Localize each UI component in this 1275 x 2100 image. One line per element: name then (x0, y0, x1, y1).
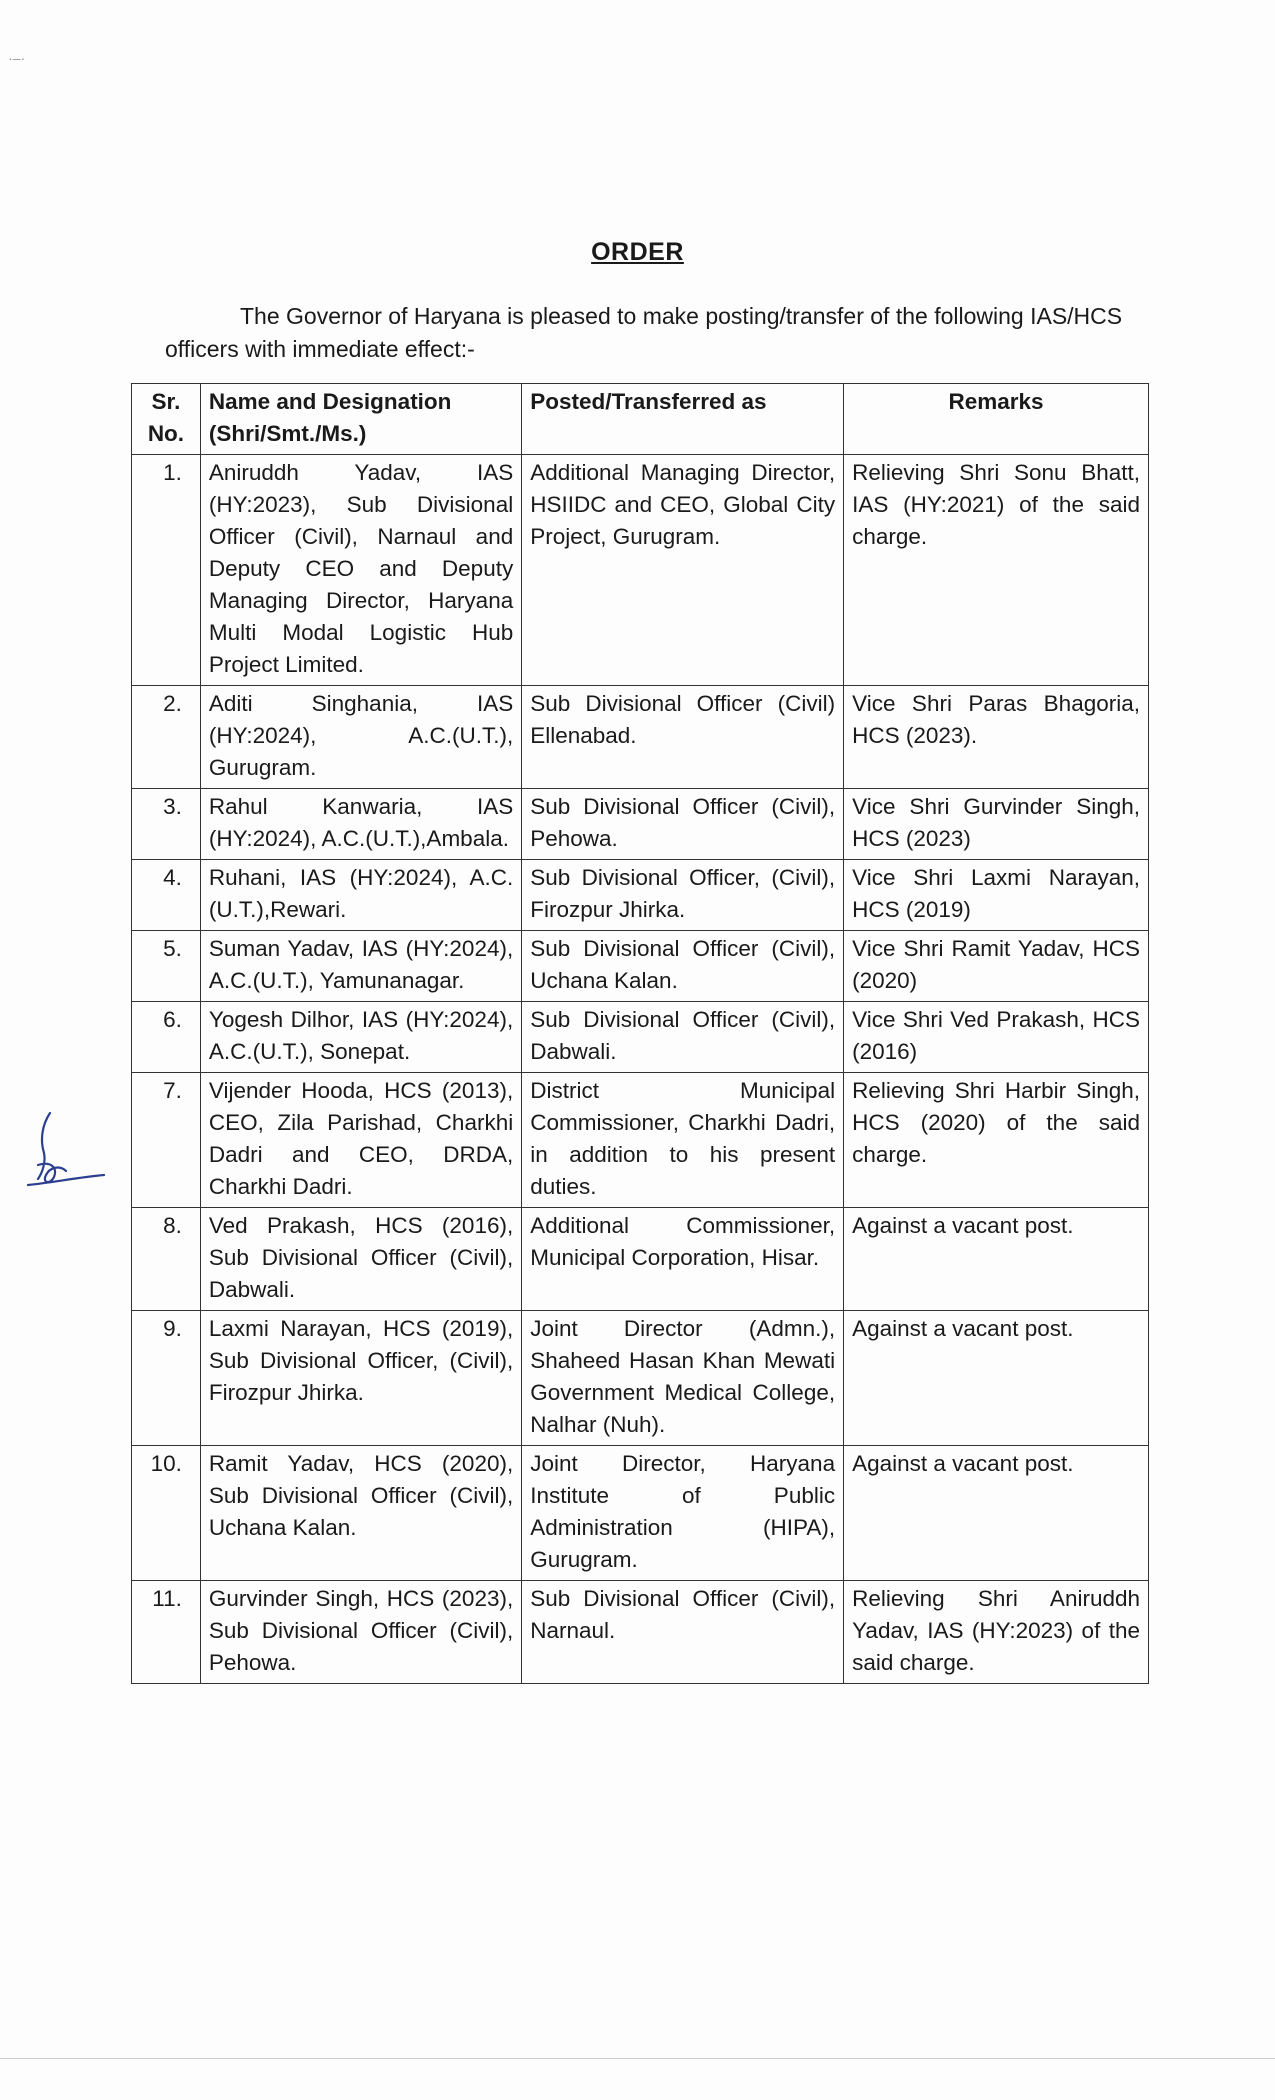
table-row (132, 455, 1149, 686)
table-row (132, 686, 1149, 789)
cell-name-designation: Ramit Yadav, HCS (2020), Sub Divisional Officer (Civil), Uchana Kalan. (200, 1446, 521, 1581)
table-row (132, 1073, 1149, 1208)
cell-sr-no: 6. (132, 1002, 201, 1073)
cell-remarks: Relieving Shri Sonu Bhatt, IAS (HY:2021) of the said charge. (844, 455, 1149, 686)
header-sr-no: Sr. No. (132, 384, 201, 455)
cell-sr-no: 2. (132, 686, 201, 789)
table-row (132, 1208, 1149, 1311)
table-row (132, 931, 1149, 1002)
cell-name-designation: Suman Yadav, IAS (HY:2024), A.C.(U.T.), Yamunanagar. (200, 931, 521, 1002)
cell-posted-as: District Municipal Commissioner, Charkhi Dadri, in addition to his present duties. (522, 1073, 844, 1208)
cell-remarks: Vice Shri Ved Prakash, HCS (2016) (844, 1002, 1149, 1073)
cell-name-designation: Laxmi Narayan, HCS (2019), Sub Divisional Officer, (Civil), Firozpur Jhirka. (200, 1311, 521, 1446)
table-header-row (132, 384, 1149, 455)
intro-text: The Governor of Haryana is pleased to make posting/transfer of the following IAS/HCS officers with immediate effect:- (165, 303, 1123, 362)
cell-sr-no: 5. (132, 931, 201, 1002)
cell-posted-as: Joint Director (Admn.), Shaheed Hasan Khan Mewati Government Medical College, Nalhar (Nuh). (522, 1311, 844, 1446)
cell-sr-no: 1. (132, 455, 201, 686)
cell-name-designation: Rahul Kanwaria, IAS (HY:2024), A.C.(U.T.),Ambala. (200, 789, 521, 860)
posting-table (131, 383, 1149, 1684)
cell-posted-as: Sub Divisional Officer (Civil), Pehowa. (522, 789, 844, 860)
cell-sr-no: 10. (132, 1446, 201, 1581)
intro-paragraph (165, 300, 1130, 366)
cell-name-designation: Vijender Hooda, HCS (2013), CEO, Zila Parishad, Charkhi Dadri and CEO, DRDA, Charkhi Dadri. (200, 1073, 521, 1208)
cell-sr-no: 11. (132, 1581, 201, 1684)
cell-posted-as: Sub Divisional Officer (Civil), Narnaul. (522, 1581, 844, 1684)
cell-name-designation: Yogesh Dilhor, IAS (HY:2024), A.C.(U.T.), Sonepat. (200, 1002, 521, 1073)
header-name-designation: Name and Designation (Shri/Smt./Ms.) (200, 384, 521, 455)
signature-mark (20, 1105, 110, 1200)
cell-name-designation: Aniruddh Yadav, IAS (HY:2023), Sub Divisional Officer (Civil), Narnaul and Deputy CEO and Deputy Managing Director, Haryana Multi Modal Logistic Hub Project Limited. (200, 455, 521, 686)
scan-edge (0, 2058, 1275, 2059)
table-row (132, 789, 1149, 860)
cell-remarks: Vice Shri Laxmi Narayan, HCS (2019) (844, 860, 1149, 931)
cell-posted-as: Additional Managing Director, HSIIDC and CEO, Global City Project, Gurugram. (522, 455, 844, 686)
cell-name-designation: Gurvinder Singh, HCS (2023), Sub Divisional Officer (Civil), Pehowa. (200, 1581, 521, 1684)
header-remarks: Remarks (844, 384, 1149, 455)
table-row (132, 1581, 1149, 1684)
table-row (132, 1311, 1149, 1446)
scan-speck: ·–· (8, 50, 26, 66)
cell-name-designation: Ruhani, IAS (HY:2024), A.C.(U.T.),Rewari. (200, 860, 521, 931)
cell-posted-as: Sub Divisional Officer, (Civil), Firozpur Jhirka. (522, 860, 844, 931)
cell-remarks: Relieving Shri Harbir Singh, HCS (2020) of the said charge. (844, 1073, 1149, 1208)
cell-posted-as: Sub Divisional Officer (Civil), Dabwali. (522, 1002, 844, 1073)
cell-posted-as: Sub Divisional Officer (Civil), Uchana Kalan. (522, 931, 844, 1002)
cell-name-designation: Aditi Singhania, IAS (HY:2024), A.C.(U.T.), Gurugram. (200, 686, 521, 789)
cell-posted-as: Additional Commissioner, Municipal Corporation, Hisar. (522, 1208, 844, 1311)
cell-remarks: Against a vacant post. (844, 1208, 1149, 1311)
cell-name-designation: Ved Prakash, HCS (2016), Sub Divisional Officer (Civil), Dabwali. (200, 1208, 521, 1311)
table-row (132, 860, 1149, 931)
order-title: ORDER (591, 238, 684, 266)
cell-posted-as: Joint Director, Haryana Institute of Public Administration (HIPA), Gurugram. (522, 1446, 844, 1581)
cell-remarks: Against a vacant post. (844, 1311, 1149, 1446)
cell-remarks: Vice Shri Paras Bhagoria, HCS (2023). (844, 686, 1149, 789)
header-posted-transferred: Posted/Transferred as (522, 384, 844, 455)
cell-remarks: Against a vacant post. (844, 1446, 1149, 1581)
cell-remarks: Vice Shri Ramit Yadav, HCS (2020) (844, 931, 1149, 1002)
cell-sr-no: 3. (132, 789, 201, 860)
cell-sr-no: 7. (132, 1073, 201, 1208)
cell-sr-no: 4. (132, 860, 201, 931)
cell-sr-no: 9. (132, 1311, 201, 1446)
cell-remarks: Vice Shri Gurvinder Singh, HCS (2023) (844, 789, 1149, 860)
cell-sr-no: 8. (132, 1208, 201, 1311)
cell-posted-as: Sub Divisional Officer (Civil) Ellenabad. (522, 686, 844, 789)
table-row (132, 1002, 1149, 1073)
table-row (132, 1446, 1149, 1581)
cell-remarks: Relieving Shri Aniruddh Yadav, IAS (HY:2023) of the said charge. (844, 1581, 1149, 1684)
